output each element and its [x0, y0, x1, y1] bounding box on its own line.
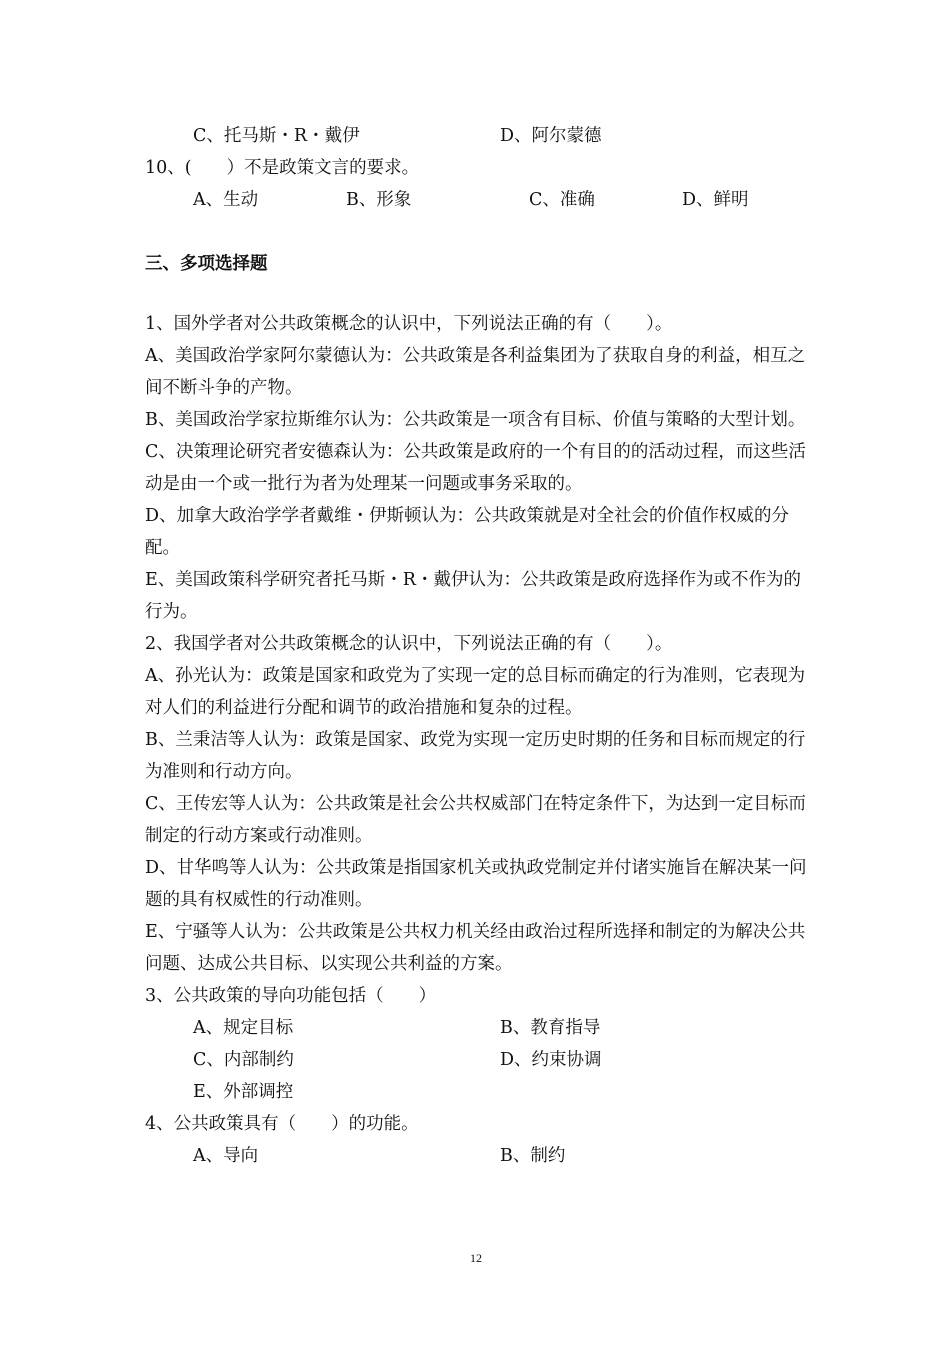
mq2-stem: 2、我国学者对公共政策概念的认识中，下列说法正确的有（ ）。 [145, 634, 673, 654]
q9-options-row [145, 120, 813, 152]
mq1-option-e: E、美国政策科学研究者托马斯・R・戴伊认为：公共政策是政府选择作为或不作为的行为。 [145, 570, 801, 622]
mq2-option-a: A、孙光认为：政策是国家和政党为了实现一定的总目标而确定的行为准则，它表现为对人们的利益进行分配和调节的政治措施和复杂的过程。 [145, 666, 806, 718]
mq3-option-e: E、外部调控 [193, 1082, 294, 1102]
mq2-option-b: B、兰秉洁等人认为：政策是国家、政党为实现一定历史时期的任务和目标而规定的行为准则和行动方向。 [145, 730, 806, 782]
mq1-option-d: D、加拿大政治学学者戴维・伊斯顿认为：公共政策就是对全社会的价值作权威的分配。 [145, 506, 790, 558]
mq4-stem: 4、公共政策具有（ ）的功能。 [145, 1114, 419, 1134]
mq3-option-a: A、规定目标 [193, 1018, 294, 1038]
mq2-option-d: D、甘华鸣等人认为：公共政策是指国家机关或执政党制定并付诸实施旨在解决某一问题的具有权威性的行动准则。 [145, 858, 807, 910]
mq1-option-a: A、美国政治学家阿尔蒙德认为：公共政策是各利益集团为了获取自身的利益，相互之间不断斗争的产物。 [145, 346, 806, 398]
mq3-option-c: C、内部制约 [193, 1050, 294, 1070]
mq4-options-row [145, 1140, 813, 1172]
q9-option-c: C、托马斯・R・戴伊 [193, 126, 360, 146]
q10-option-d: D、鲜明 [682, 190, 749, 210]
mq3-option-d: D、约束协调 [500, 1050, 602, 1070]
mq3-options-row-2 [145, 1044, 813, 1076]
q10-option-c: C、准确 [529, 190, 595, 210]
mq4-option-b: B、制约 [500, 1146, 566, 1166]
mq3-options-row-1 [145, 1012, 813, 1044]
page-content [145, 120, 813, 1172]
mq1-stem: 1、国外学者对公共政策概念的认识中，下列说法正确的有（ ）。 [145, 314, 673, 334]
q9-option-d: D、阿尔蒙德 [500, 126, 602, 146]
q10-option-b: B、形象 [346, 190, 412, 210]
mq2-option-e: E、宁骚等人认为：公共政策是公共权力机关经由政治过程所选择和制定的为解决公共问题、达成公共目标、以实现公共利益的方案。 [145, 922, 806, 974]
q10-stem: 10、( ）不是政策文言的要求。 [145, 158, 420, 178]
mq1-option-b: B、美国政治学家拉斯维尔认为：公共政策是一项含有目标、价值与策略的大型计划。 [145, 410, 806, 430]
mq2-option-c: C、王传宏等人认为：公共政策是社会公共权威部门在特定条件下，为达到一定目标而制定的行动方案或行动准则。 [145, 794, 806, 846]
q10-options-row [145, 184, 813, 216]
mq3-stem: 3、公共政策的导向功能包括（ ） [145, 986, 437, 1006]
mq4-option-a: A、导向 [193, 1146, 259, 1166]
mq3-option-b: B、教育指导 [500, 1018, 601, 1038]
page-number: 12 [470, 1251, 482, 1265]
section-heading: 三、多项选择题 [145, 254, 268, 274]
mq1-option-c: C、决策理论研究者安德森认为：公共政策是政府的一个有目的的活动过程，而这些活动是由一个或一批行为者为处理某一问题或事务采取的。 [145, 442, 806, 494]
q10-option-a: A、生动 [193, 190, 259, 210]
